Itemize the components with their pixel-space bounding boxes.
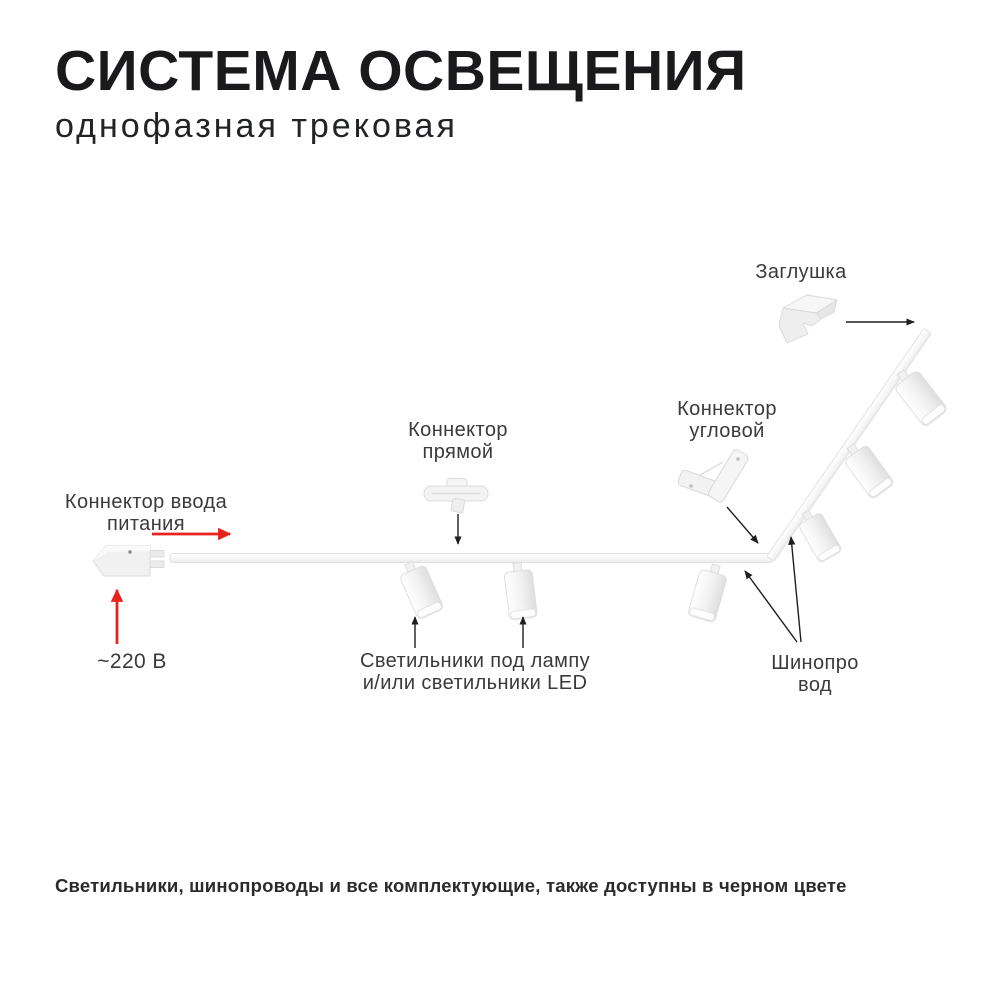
power-connector-label: [48, 491, 244, 535]
spotlight-3: [687, 561, 729, 623]
end-cap: [779, 295, 837, 343]
busbar-track-diagonal: [767, 328, 932, 561]
straight-connector-label: [383, 419, 533, 463]
arrow-tracklabel-to-diagonal-track: [791, 537, 801, 642]
busbar-label-line2: вод: [798, 674, 832, 696]
arrow-corner-connector-to-corner: [727, 507, 758, 543]
corner-connector-label-line1: Коннектор: [677, 398, 777, 420]
straight-connector-label-line1: Коннектор: [408, 419, 508, 441]
end-cap-label: Заглушка: [755, 261, 847, 283]
spotlight-1: [396, 557, 444, 620]
power-input-connector: [93, 546, 164, 576]
voltage-label: ~220 В: [97, 650, 167, 673]
arrow-tracklabel-to-horizontal-track: [745, 571, 797, 642]
straight-connector: [424, 479, 488, 513]
page-title: СИСТЕМА ОСВЕЩЕНИЯ: [55, 39, 747, 103]
lamps-label: [340, 650, 610, 694]
busbar-track-horizontal: [170, 554, 772, 563]
availability-note: Светильники, шинопроводы и все комплектующие, также доступны в черном цвете: [55, 875, 847, 896]
straight-connector-label-line2: прямой: [422, 441, 494, 463]
lamps-label-line2: и/или светильники LED: [362, 672, 588, 694]
power-connector-label-line1: Коннектор ввода: [64, 491, 228, 513]
spotlight-2: [503, 561, 538, 620]
corner-connector-label-line2: угловой: [689, 420, 765, 442]
corner-connector-label: [652, 398, 802, 442]
page-subtitle: однофазная трековая: [55, 107, 458, 145]
corner-connector: [677, 448, 749, 503]
busbar-label-line1: Шинопро: [771, 652, 859, 674]
lamps-label-line1: Светильники под лампу: [360, 650, 590, 672]
busbar-label: [755, 652, 875, 696]
power-connector-label-line2: питания: [107, 513, 185, 535]
